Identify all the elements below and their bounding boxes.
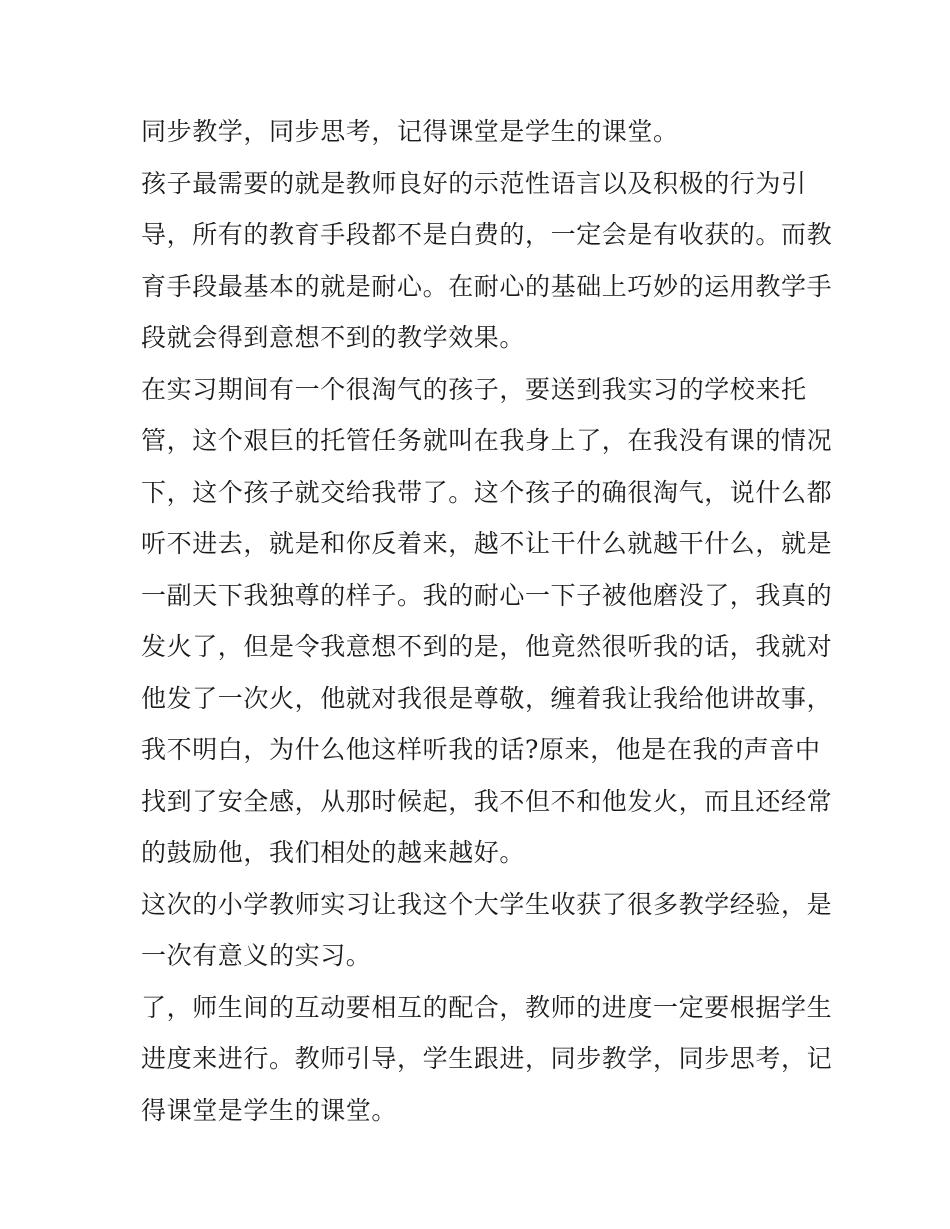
paragraph-3 — [141, 364, 833, 879]
text-line: 导，所有的教育手段都不是白费的，一定会是有收获的。而教 — [141, 220, 833, 249]
text-line: 管，这个艰巨的托管任务就叫在我身上了，在我没有课的情况 — [141, 426, 833, 455]
text-line: 得课堂是学生的课堂。 — [141, 1095, 398, 1125]
document-body — [141, 106, 833, 1136]
paragraph-4 — [141, 879, 833, 982]
text-line: 一次有意义的实习。 — [141, 941, 372, 970]
text-line: 找到了安全感，从那时候起，我不但不和他发火，而且还经常 — [141, 786, 833, 816]
text-line: 育手段最基本的就是耐心。在耐心的基础上巧妙的运用教学手 — [141, 271, 833, 301]
text-line: 听不进去，就是和你反着来，越不让干什么就越干什么，就是 — [141, 529, 833, 558]
paragraph-2 — [141, 158, 833, 364]
text-line: 进度来进行。教师引导，学生跟进，同步教学，同步思考，记 — [141, 1044, 833, 1073]
text-line: 我不明白，为什么他这样听我的话?原来，他是在我的声音中 — [141, 735, 821, 764]
text-line: 发火了，但是令我意想不到的是，他竟然很听我的话，我就对 — [141, 632, 833, 661]
text-line: 孩子最需要的就是教师良好的示范性语言以及积极的行为引 — [141, 168, 807, 198]
text-line: 一副天下我独尊的样子。我的耐心一下子被他磨没了，我真的 — [141, 580, 833, 610]
text-line: 的鼓励他，我们相处的越来越好。 — [141, 838, 526, 867]
text-line: 这次的小学教师实习让我这个大学生收获了很多教学经验，是 — [141, 889, 833, 919]
text-line: 同步教学，同步思考，记得课堂是学生的课堂。 — [141, 117, 679, 146]
text-line: 了，师生间的互动要相互的配合，教师的进度一定要根据学生 — [141, 992, 833, 1022]
text-line: 在实习期间有一个很淘气的孩子，要送到我实习的学校来托 — [141, 374, 807, 404]
paragraph-5 — [141, 982, 833, 1137]
text-line: 下，这个孩子就交给我带了。这个孩子的确很淘气，说什么都 — [141, 477, 833, 507]
text-line: 他发了一次火，他就对我很是尊敬，缠着我让我给他讲故事， — [141, 683, 833, 713]
paragraph-1 — [141, 106, 813, 158]
text-line: 段就会得到意想不到的教学效果。 — [141, 323, 526, 352]
